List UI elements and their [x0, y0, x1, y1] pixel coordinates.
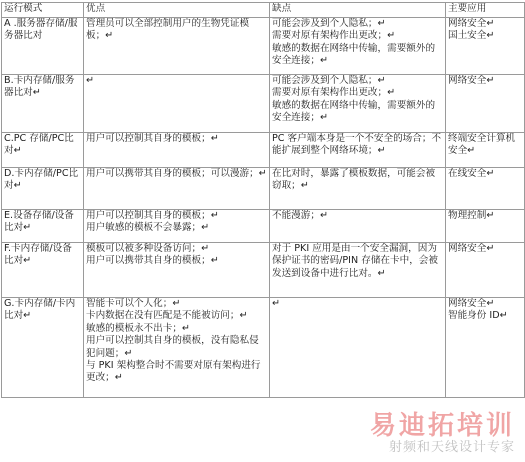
cell-mode [2, 168, 84, 210]
cell-pros-line: 用户可以携带其自身的模板；可以漫游；↵ [86, 168, 267, 179]
cell-pros [84, 243, 270, 298]
cell-apps-line: 终端安全计算机安全↵ [448, 133, 516, 157]
cell-pros [84, 168, 270, 210]
table-header-row [2, 3, 525, 18]
header-apps: 主要应用 [446, 3, 525, 18]
table-row [2, 168, 525, 210]
cell-apps [446, 18, 525, 75]
cell-cons [270, 168, 446, 210]
cell-cons-line: 敏感的数据在网络中传输，需要额外的安全连接；↵ [272, 42, 436, 67]
cell-apps [446, 210, 525, 243]
cell-mode-text: B.卡内存储/服务器比对↵ [4, 75, 75, 99]
cell-cons [270, 133, 446, 168]
cell-cons [270, 298, 446, 398]
cell-cons-line: 在比对时，暴露了模板数据，可能会被窃取；↵ [272, 168, 436, 192]
table-row [2, 18, 525, 75]
cell-pros [84, 298, 270, 398]
cell-mode-text: F.卡内存储/设备比对↵ [4, 243, 72, 267]
cell-mode [2, 18, 84, 75]
cell-cons-line: 不能漫游；↵ [272, 210, 329, 221]
cell-pros-line: 用户可以控制其自身的模板，没有隐私侵犯问题；↵ [86, 335, 259, 359]
cell-mode [2, 75, 84, 133]
cell-mode-text: E.设备存储/设备比对↵ [4, 210, 74, 234]
header-pros: 优点 [84, 3, 270, 18]
cell-mode [2, 243, 84, 298]
watermark [370, 412, 515, 456]
cell-apps-line: 网络安全↵ [448, 18, 495, 29]
cell-pros-line: 与 PKI 架构整合时不需要对原有架构进行更改；↵ [86, 360, 261, 384]
table-row [2, 133, 525, 168]
cell-pros [84, 133, 270, 168]
cell-pros-line: 用户可以控制其自身的模板；↵ [86, 210, 219, 221]
cell-apps [446, 133, 525, 168]
cell-pros-line: 用户敏感的模板不会暴露；↵ [86, 222, 210, 234]
cell-cons-line: 需要对原有架构作出更改；↵ [272, 30, 396, 42]
cell-mode [2, 133, 84, 168]
table-row [2, 75, 525, 133]
cell-cons-line: 可能会涉及到个人隐私；↵ [272, 75, 386, 86]
cell-cons-line: PC 客户端本身是一个不安全的场合；不能扩展到整个网络环境；↵ [272, 133, 442, 157]
cell-mode [2, 210, 84, 243]
cell-apps-line: 在线安全↵ [448, 168, 495, 179]
cell-cons [270, 18, 446, 75]
cell-cons-line: 对于 PKI 应用是由一个安全漏洞，因为保护证书的密码/PIN 存储在卡中，会被发送到设备中进行比对。↵ [272, 243, 438, 279]
cell-apps [446, 298, 525, 398]
cell-apps [446, 243, 525, 298]
cell-cons-line: 需要对原有架构作出更改；↵ [272, 87, 396, 99]
cell-pros-line: 智能卡可以个人化；↵ [86, 298, 181, 309]
cell-apps-line: 物理控制↵ [448, 210, 495, 221]
cell-cons [270, 75, 446, 133]
cell-pros-line: 敏感的模板永不出卡；↵ [86, 322, 190, 334]
cell-pros [84, 75, 270, 133]
cell-mode-text: D.卡内存储/PC比对↵ [4, 168, 79, 192]
cell-pros-line: 用户可以携带其自身的模板；↵ [86, 255, 219, 267]
cell-pros-line: 模板可以被多种设备访问；↵ [86, 243, 210, 254]
header-cons: 缺点 [270, 3, 446, 18]
cell-pros-line: 卡内数据在没有匹配是不能被访问；↵ [86, 310, 248, 322]
cell-cons-line: 可能会涉及到个人隐私；↵ [272, 18, 386, 29]
comparison-table [1, 2, 525, 398]
cell-pros-line: ↵ [86, 75, 95, 86]
cell-apps-line: 智能身份 ID↵ [448, 310, 508, 322]
cell-pros [84, 210, 270, 243]
cell-cons [270, 210, 446, 243]
cell-apps-line: 网络安全↵ [448, 298, 495, 309]
cell-apps-line: 网络安全↵ [448, 75, 495, 86]
cell-mode [2, 298, 84, 398]
cell-apps-line: 网络安全↵ [448, 243, 495, 254]
cell-pros-line: 管理员可以全部控制用户的生物凭证模板；↵ [86, 18, 250, 42]
cell-mode-text: C.PC 存储/PC比对↵ [4, 133, 74, 157]
cell-apps [446, 168, 525, 210]
watermark-tagline: 射频和天线设计专家 [388, 440, 515, 455]
cell-apps [446, 75, 525, 133]
table-body [2, 18, 525, 398]
cell-apps-line: 国土安全↵ [448, 30, 495, 42]
cell-pros-line: 用户可以控制其自身的模板；↵ [86, 133, 219, 144]
table-row [2, 210, 525, 243]
cell-mode-text: G.卡内存储/卡内比对↵ [4, 298, 76, 322]
cell-cons-line: 敏感的数据在网络中传输，需要额外的安全连接；↵ [272, 99, 436, 124]
table-row [2, 298, 525, 398]
cell-mode-text: A .服务器存储/服务器比对 [4, 18, 78, 42]
cell-pros [84, 18, 270, 75]
cell-cons-line: ↵ [272, 298, 281, 309]
table-row [2, 243, 525, 298]
watermark-logo-text: 易迪拓培训 [369, 411, 515, 441]
cell-cons [270, 243, 446, 298]
header-mode: 运行模式 [2, 3, 84, 18]
